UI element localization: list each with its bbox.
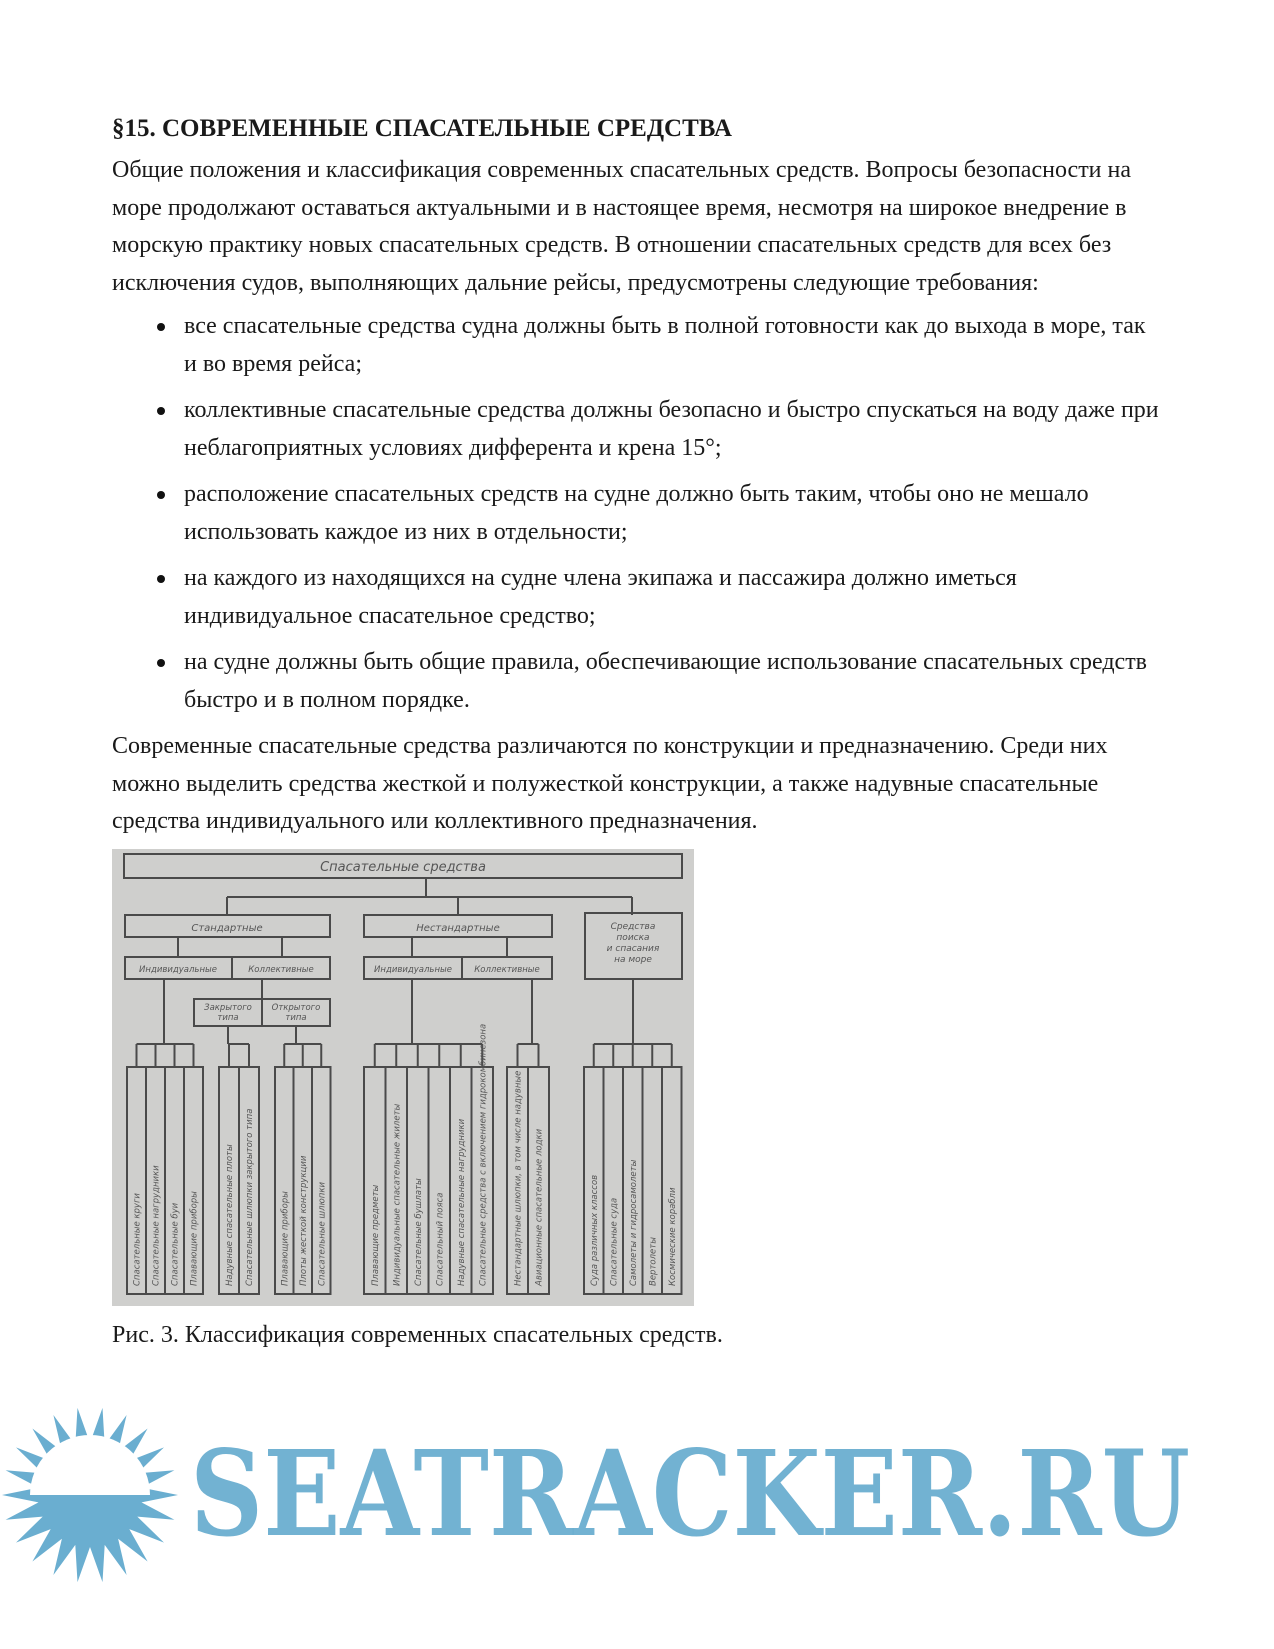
outro-paragraph: Современные спасательные средства различаются по конструкции и предназначению. Среди них можно выделить средства жесткой и полужесткой конструкции, а также надувные спасательные средства индивидуального или коллективного предназначения.: [112, 733, 1108, 834]
leaf-label: Плавающие предметы: [370, 1184, 381, 1286]
leaf-label: Суда различных классов: [589, 1174, 600, 1286]
sun-logo-icon: [2, 1408, 178, 1582]
seatracker-watermark: [0, 1385, 1274, 1649]
list-item: на каждого из находящихся на судне члена экипажа и пассажира должно иметься индивидуальное спасательное средство;: [184, 560, 1162, 635]
leaf-label: Вертолеты: [648, 1236, 659, 1286]
classification-diagram: [112, 849, 694, 1306]
leaf-label: Спасательный пояса: [435, 1192, 446, 1286]
leaf-label: Спасательные круги: [132, 1192, 143, 1286]
figure-caption: Рис. 3. Классификация современных спасательных средств.: [112, 1321, 723, 1348]
individual-label: Индивидуальные: [139, 964, 217, 975]
nonstandard-label: Нестандартные: [416, 922, 500, 934]
leaf-label: Надувные спасательные плоты: [225, 1143, 235, 1286]
standard-label: Стандартные: [191, 922, 263, 934]
list-item: все спасательные средства судна должны быть в полной готовности как до выхода в море, так и во время рейса;: [184, 308, 1162, 383]
open-type-label: Открытого: [271, 1002, 321, 1013]
leaf-label: Спасательные буи: [170, 1202, 181, 1286]
leaf-label: Космические корабли: [667, 1187, 678, 1286]
list-item: расположение спасательных средств на судне должно быть таким, чтобы оно не мешало использовать каждое из них в отдельности;: [184, 476, 1162, 551]
search-rescue-label: поиска: [616, 932, 650, 943]
list-item: на судне должны быть общие правила, обеспечивающие использование спасательных средств быстро и в полном порядке.: [184, 644, 1162, 719]
leaf-label: Индивидуальные спасательные жилеты: [392, 1103, 403, 1286]
collective-label: Коллективные: [248, 964, 314, 975]
leaf-label: Авиационные спасательные лодки: [534, 1128, 545, 1286]
open-type-label: типа: [285, 1012, 307, 1023]
leaf-label: Спасательные суда: [609, 1197, 620, 1286]
requirements-list: [112, 308, 1162, 719]
leaf-label: Спасательные бушлаты: [413, 1177, 424, 1286]
leaf-label: Спасательные средства с включением гидрокомбинезона: [478, 1023, 489, 1286]
leaf-label: Нестандартные шлюпки, в том числе надувные: [513, 1070, 524, 1286]
leaf-label: Плавающие приборы: [189, 1190, 200, 1286]
individual-label: Индивидуальные: [374, 964, 452, 975]
leaf-label: Плавающие приборы: [280, 1190, 291, 1286]
leaf-label: Спасательные шлюпки закрытого типа: [245, 1108, 255, 1286]
section-title: §15. СОВРЕМЕННЫЕ СПАСАТЕЛЬНЫЕ СРЕДСТВА: [112, 115, 732, 142]
document: [112, 112, 1162, 1350]
search-rescue-label: Средства: [610, 921, 656, 932]
leaf-label: Спасательные шлюпки: [317, 1181, 328, 1286]
search-rescue-label: и спасания: [606, 943, 660, 954]
intro-paragraph: Общие положения и классификация современных спасательных средств. Вопросы безопасности на море продолжают оставаться актуальными и в настоящее время, несмотря на широкое внедрение в морскую практику новых спасательных средств. В отношении спасательных средств для всех без исключения судов, выполняющих дальние рейсы, предусмотрены следующие требования:: [112, 157, 1132, 296]
closed-type-label: Закрытого: [204, 1002, 252, 1013]
root-label: Спасательные средства: [320, 859, 486, 875]
search-rescue-label: на море: [614, 954, 652, 965]
leaf-label: Плоты жесткой конструкции: [298, 1155, 309, 1286]
collective-label: Коллективные: [474, 964, 540, 975]
svg-text:SEATRACKER.RU: SEATRACKER.RU: [190, 1424, 1190, 1563]
closed-type-label: типа: [217, 1012, 239, 1023]
leaf-label: Самолеты и гидросамолеты: [628, 1159, 639, 1286]
list-item: коллективные спасательные средства должны безопасно и быстро спускаться на воду даже при неблагоприятных условиях дифферента и крена 15°;: [184, 392, 1162, 467]
leaf-label: Спасательные нагрудники: [151, 1164, 162, 1286]
leaf-label: Надувные спасательные нагрудники: [456, 1118, 467, 1286]
